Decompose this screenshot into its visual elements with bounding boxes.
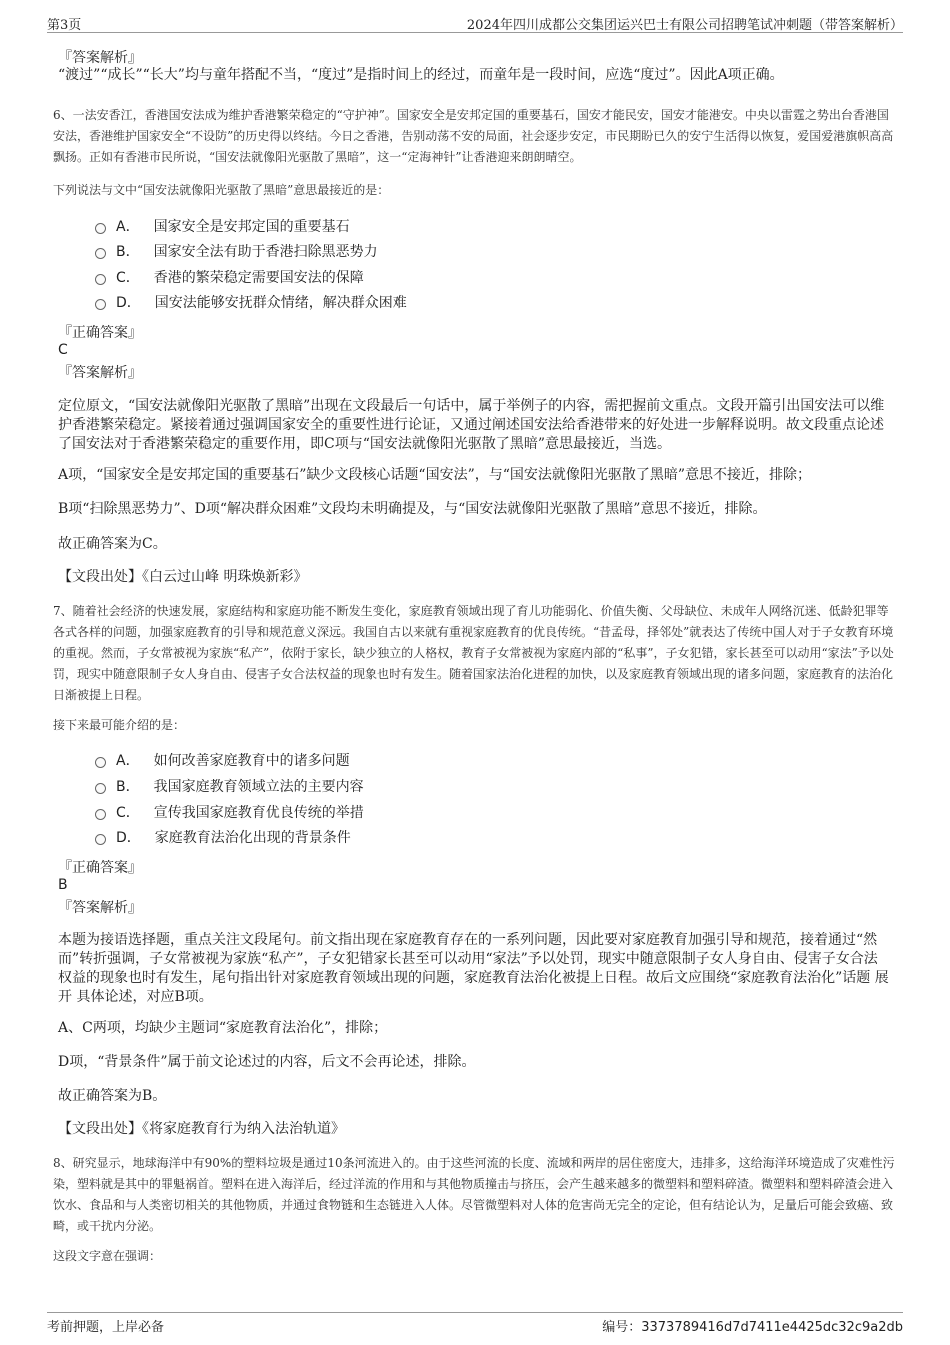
q5-analysis-label: 『答案解析』 <box>58 50 142 66</box>
page-number: 第3页 <box>47 18 82 33</box>
radio-icon[interactable] <box>95 274 106 285</box>
q5-analysis-text: “渡过”“成长”“长大”均与童年搭配不当，“度过”是指时间上的经过，而童年是一段时间，应选“度过”。因此A项正确。 <box>58 67 784 83</box>
radio-icon[interactable] <box>95 783 106 794</box>
q6-source: 【文段出处】《白云过山峰 明珠焕新彩》 <box>58 569 308 585</box>
q6-option-a[interactable]: A． 国家安全是安邦定国的重要基石 <box>95 216 350 236</box>
q7-correct-answer: B <box>58 877 68 893</box>
q6-option-c[interactable]: C． 香港的繁荣稳定需要国安法的保障 <box>95 267 364 287</box>
q8-number: 8、 <box>53 1156 73 1170</box>
q6-option-d[interactable]: D． 国安法能够安抚群众情绪，解决群众困难 <box>95 292 407 312</box>
q7-analysis-label: 『答案解析』 <box>58 900 142 916</box>
radio-icon[interactable] <box>95 223 106 234</box>
page-footer <box>47 1312 903 1335</box>
q6-analysis-p3: B项“扫除黑恶势力”、D项“解决群众困难”文段均未明确提及，与“国安法就像阳光驱散了黑暗”意思不接近，排除。 <box>58 501 767 517</box>
page-header <box>47 12 903 33</box>
q6-analysis-p1: 定位原文，“国安法就像阳光驱散了黑暗”出现在文段最后一句话中，属于举例子的内容，需把握前文重点。文段开篇引出国安法可以维护香港繁荣稳定。紧接着通过强调国家安全的重要性进行论证，又通过阐述国安法给香港带来的好处进一步解释说明。故文段重点论述了国安法对于香港繁荣稳定的重要作用，即C项与“国安法就像阳光驱散了黑暗”意思最接近，当选。 <box>58 398 885 452</box>
q7-question: 接下来最可能介绍的是： <box>53 718 186 732</box>
radio-icon[interactable] <box>95 299 106 310</box>
q7-analysis-p1: 本题为接语选择题，重点关注文段尾句。前文指出现在家庭教育存在的一系列问题，因此要对家庭教育加强引导和规范，接着通过“然而”转折强调，子女常被视为家族“私产”，子女犯错家长甚至可以动用“家法”予以处罚，现实中随意限制子女人身自由、侵害子女合法权益的现象也时有发生，尾句指出针对家庭教育领域出现的问题，家庭教育法治化被提上日程。故后文应围绕“家庭教育法治化”话题 展开 具体论述，对应B项。 <box>58 932 889 1005</box>
q7-analysis-p4: 故正确答案为B。 <box>58 1088 167 1104</box>
radio-icon[interactable] <box>95 248 106 259</box>
q6-analysis-label: 『答案解析』 <box>58 365 142 381</box>
q6-number: 6、 <box>53 108 73 122</box>
q6-analysis-p4: 故正确答案为C。 <box>58 536 167 552</box>
q7-option-d[interactable]: D． 家庭教育法治化出现的背景条件 <box>95 827 351 847</box>
q6-analysis-p2: A项，“国家安全是安邦定国的重要基石”缺少文段核心话题“国安法”，与“国安法就像阳光驱散了黑暗”意思不接近，排除； <box>58 467 812 483</box>
radio-icon[interactable] <box>95 757 106 768</box>
radio-icon[interactable] <box>95 809 106 820</box>
q6-option-b[interactable]: B． 国家安全法有助于香港扫除黑恶势力 <box>95 241 378 261</box>
q8-question: 这段文字意在强调： <box>53 1249 162 1263</box>
q7-passage: 7、随着社会经济的快速发展，家庭结构和家庭功能不断发生变化，家庭教育领域出现了育儿功能弱化、价值失衡、父母缺位、未成年人网络沉迷、低龄犯罪等各式各样的问题，加强家庭教育的引导和规范意义深远。我国自古以来就有重视家庭教育的优良传统。“昔孟母，择邻处”就表达了传统中国人对于子女教育环境的重视。然而，子女常被视为家族“私产”，依附于家长，缺少独立的人格权，教育子女常被视为家庭内部的“私事”，子女犯错，家长甚至可以动用“家法”予以处罚，现实中随意限制子女人身自由、侵害子女合法权益的现象也时有发生。随着国家法治化进程的加快，以及家庭教育领域出现的诸多问题，家庭教育的法治化日渐被提上日程。 <box>53 604 894 702</box>
radio-icon[interactable] <box>95 834 106 845</box>
q7-number: 7、 <box>53 604 73 618</box>
q8-passage: 8、研究显示，地球海洋中有90%的塑料垃圾是通过10条河流进入的。由于这些河流的长度、流域和两岸的居住密度大，违排多，这给海洋环境造成了灾难性污染，塑料就是其中的罪魁祸首。塑料在进入海洋后，经过洋流的作用和与其他物质撞击与挤压，会产生越来越多的微塑料和塑料碎渣。微塑料和塑料碎渣会进入饮水、食品和与人类密切相关的其他物质，并通过食物链和生态链进入人体。尽管微塑料对人体的危害尚无完全的定论，但有结论认为，足量后可能会致癌、致畸，或干扰内分泌。 <box>53 1156 895 1233</box>
document-code: 编号：3373789416d7d7411e4425dc32c9a2db <box>602 1320 903 1335</box>
q7-option-a[interactable]: A． 如何改善家庭教育中的诸多问题 <box>95 750 350 770</box>
q6-correct-answer: C <box>58 342 68 358</box>
q7-analysis-p2: A、C两项，均缺少主题词“家庭教育法治化”，排除； <box>58 1020 388 1036</box>
footer-slogan: 考前押题，上岸必备 <box>47 1320 165 1335</box>
q7-option-c[interactable]: C． 宣传我国家庭教育优良传统的举措 <box>95 802 364 822</box>
q6-question: 下列说法与文中“国安法就像阳光驱散了黑暗”意思最接近的是： <box>53 183 390 197</box>
q7-analysis-p3: D项，“背景条件”属于前文论述过的内容，后文不会再论述，排除。 <box>58 1054 476 1070</box>
q6-passage: 6、一法安香江，香港国安法成为维护香港繁荣稳定的“守护神”。国家安全是安邦定国的重要基石，国安才能民安，国安才能港安。中央以雷霆之势出台香港国安法，香港维护国家安全“不设防”的历史得以终结。今日之香港，告别动荡不安的局面，社会逐步安定，市民期盼已久的安宁生活得以恢复，爱国爱港旗帜高高飘扬。正如有香港市民所说，“国安法就像阳光驱散了黑暗”，这一“定海神针”让香港迎来朗朗晴空。 <box>53 108 894 164</box>
q7-option-b[interactable]: B． 我国家庭教育领域立法的主要内容 <box>95 776 364 796</box>
document-title: 2024年四川成都公交集团运兴巴士有限公司招聘笔试冲刺题（带答案解析） <box>466 18 903 33</box>
q7-correct-label: 『正确答案』 <box>58 860 142 876</box>
q7-source: 【文段出处】《将家庭教育行为纳入法治轨道》 <box>58 1121 345 1137</box>
q6-correct-label: 『正确答案』 <box>58 325 142 341</box>
